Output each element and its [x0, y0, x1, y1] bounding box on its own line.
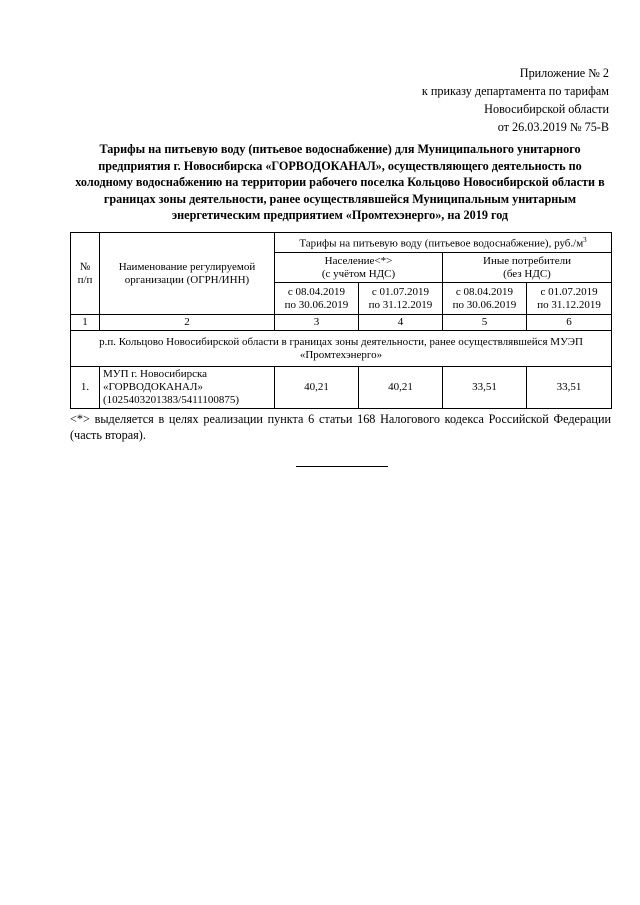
header-population [275, 253, 443, 283]
signature-line [296, 466, 388, 467]
tariffs-table [70, 232, 612, 409]
column-index: 3 [275, 315, 359, 331]
period-cell [275, 283, 359, 315]
tariff-value: 40,21 [275, 367, 359, 409]
header-tariffs [275, 233, 612, 253]
header-other-consumers [443, 253, 612, 283]
tariff-value: 40,21 [359, 367, 443, 409]
header-tariffs-sup: 3 [583, 236, 587, 245]
appendix-line: Приложение № 2 [519, 66, 609, 80]
table-row [71, 367, 612, 409]
period-from: с 08.04.2019 [287, 285, 346, 298]
org-line: «ГОРВОДОКАНАЛ» [103, 381, 203, 393]
appendix-line: к приказу департамента по тарифам [421, 84, 609, 98]
column-index: 4 [359, 315, 443, 331]
org-line: МУП г. Новосибирска [103, 368, 208, 380]
period-from: с 01.07.2019 [371, 285, 430, 298]
population-label: Население<*> [324, 254, 393, 267]
appendix-line: от 26.03.2019 № 75-В [497, 120, 609, 134]
column-index: 2 [100, 315, 275, 331]
period-cell [443, 283, 527, 315]
column-index: 5 [443, 315, 527, 331]
header-tariffs-text: Тарифы на питьевую воду (питьевое водоснабжение), руб./м [299, 237, 584, 250]
row-num: 1. [71, 367, 100, 409]
period-from: с 01.07.2019 [540, 285, 598, 298]
region-row: р.п. Кольцово Новосибирской области в границах зоны деятельности, ранее осуществлявшейся МУЭП «Промтехэнерго» [71, 331, 612, 367]
period-to: по 31.12.2019 [537, 298, 601, 311]
period-to: по 30.06.2019 [452, 298, 517, 311]
other-consumers-note: (без НДС) [503, 267, 551, 280]
org-line: (1025403201383/5411100875) [103, 394, 240, 406]
period-cell [527, 283, 612, 315]
tariff-value: 33,51 [527, 367, 612, 409]
period-from: с 08.04.2019 [455, 285, 514, 298]
header-organization: Наименование регулируемой организации (ОГРН/ИНН) [100, 233, 275, 315]
footnote: <*> выделяется в целях реализации пункта 6 статьи 168 Налогового кодекса Российской Федерации (часть вторая). [70, 412, 611, 442]
period-cell [359, 283, 443, 315]
column-index: 6 [527, 315, 612, 331]
period-to: по 31.12.2019 [368, 298, 433, 311]
row-organization [100, 367, 275, 409]
appendix-header [422, 64, 609, 136]
column-index: 1 [71, 315, 100, 331]
header-num: № п/п [71, 233, 100, 315]
other-consumers-label: Иные потребители [483, 254, 571, 267]
document-title: Тарифы на питьевую воду (питьевое водоснабжение) для Муниципального унитарного предприятия г. Новосибирска «ГОРВОДОКАНАЛ», осуществляющего деятельность по холодному водоснабжению на территории рабочего поселка Кольцово Новосибирской области в границах зоны деятельности, ранее осуществлявшейся Муниципальным унитарным энергетическим предприятием «Промтехэнерго», на 2019 год [75, 142, 605, 222]
period-to: по 30.06.2019 [284, 298, 349, 311]
population-note: (с учётом НДС) [321, 267, 396, 280]
appendix-line: Новосибирской области [484, 102, 609, 116]
tariff-value: 33,51 [443, 367, 527, 409]
